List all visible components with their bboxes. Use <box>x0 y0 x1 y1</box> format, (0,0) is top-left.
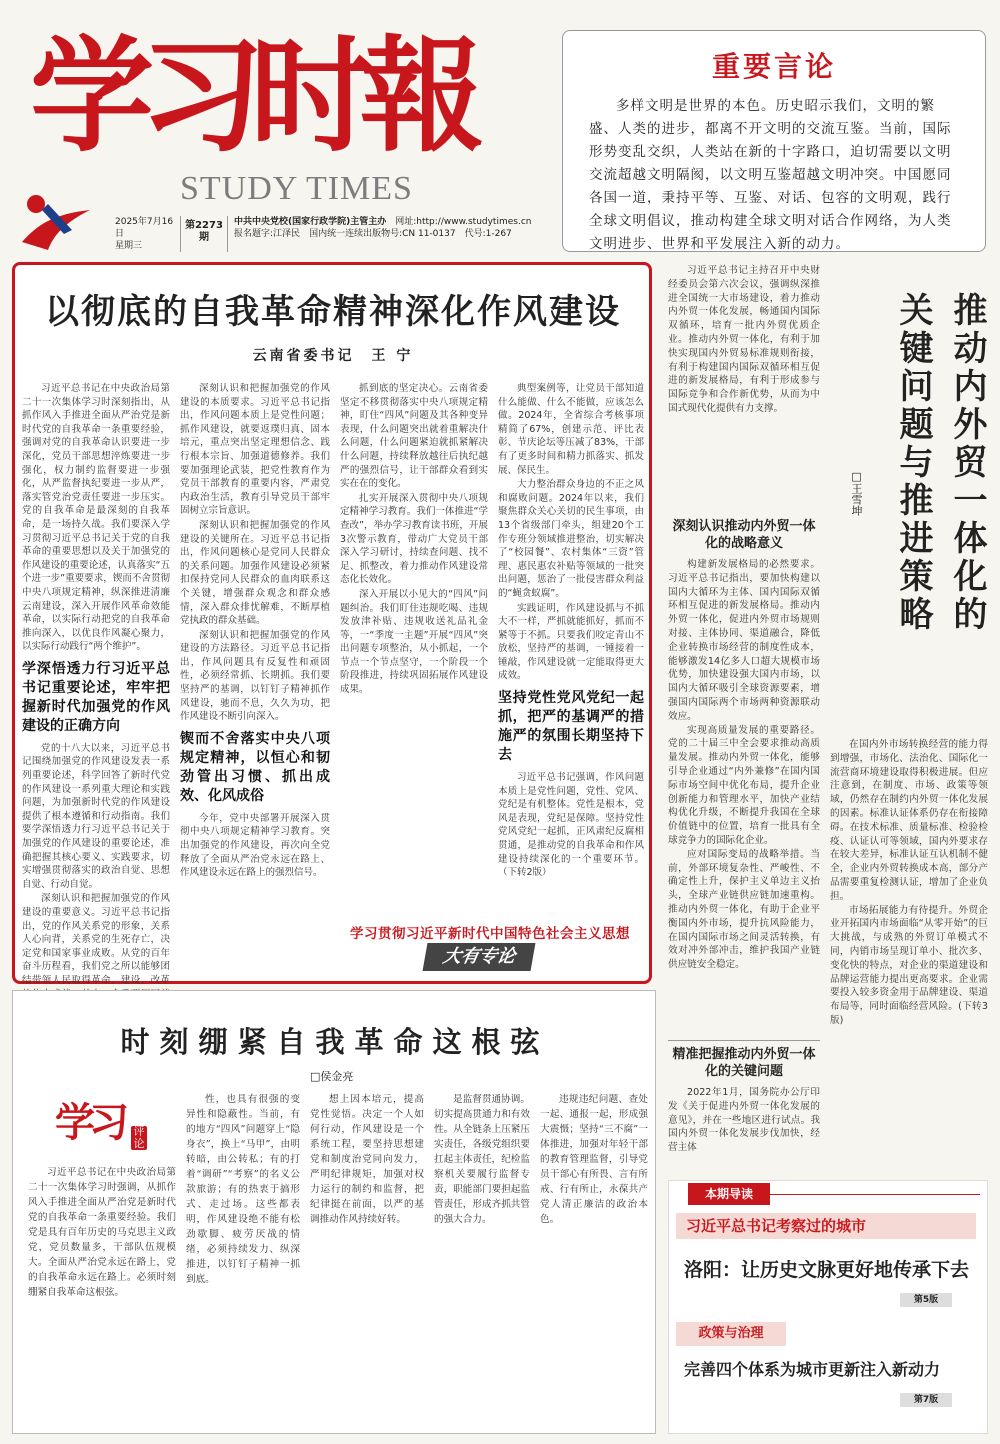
paragraph: 构建新发展格局的必然要求。习近平总书记指出，要加快构建以国内大循环为主体、国内国际双循环相互促进的新发展格局。推动内外贸一体化，促进内外贸市场规则对接、主体协同、渠道融合，降低企业转换市场经营的制度性成本，能够激发14亿多人口超大规模市场优势，加快建设强大国内市场，以国内大循环吸引全球资源要素，增强国内国际两个市场两种资源联动效应。 <box>668 559 820 722</box>
cn-number: 国内统一连续出版物号:CN 11-0137 <box>309 229 456 239</box>
paragraph: 违规违纪问题、查处一起、通报一起，形成强大震慑；坚持“三不腐”一体推进，加强对年轻干部的教育管理监督，引导党员干部心有所畏、言有所戒、行有所止，永葆共产党人清正廉洁的政治本色。 <box>540 1094 648 1225</box>
paragraph: 想上因本培元，提高党性觉悟。决定一个人如何行动，作风建设是一个系统工程，要坚持思想建党和制度治党同向发力，严明纪律规矩，加强对权力运行的制约和监督，把纪律挺在前面，以严的基调推动作风持续好转。 <box>310 1094 424 1225</box>
guide-section-2: 政策与治理 <box>676 1322 786 1346</box>
second-column-1 <box>28 1165 176 1427</box>
important-words-title: 重要言论 <box>711 50 836 83</box>
paragraph: 典型案例等，让党员干部知道什么能做、什么不能做，应该怎么做。2024年，全省综合考核事项精简了67%，创建示范、评比表彰、节庆论坛等压减了83%，干部有了更多时间和精力抓落实、抓发展、保民生。 <box>498 383 644 476</box>
right-subheading-2: 精准把握推动内外贸一体化的关键问题 <box>672 1047 816 1079</box>
guide-header-rule <box>770 1194 980 1195</box>
issue-number: 第2273期 <box>180 216 228 252</box>
sponsor: 中共中央党校(国家行政学院)主管主办 <box>234 217 387 227</box>
paragraph: 党的十八大以来，习近平总书记围绕加强党的作风建设发表一系列重要论述，科学回答了新时代党的作风建设一系列重大理论和实践问题，为加强新时代党的作风建设提供了根本遵循和行动指南。我们要学深悟透力行习近平总书记关于加强党的作风建设的重要论述，准确把握其核心要义、实践要求，切实增强贯彻落实的政治自觉、思想自觉、行动自觉。 <box>22 742 170 890</box>
paragraph: 市场拓展能力有待提升。外贸企业开拓国内市场面临“从零开始”的巨大挑战，与成熟的外贸订单模式不同，内销市场呈现订单小、批次多、变化快的特点，对企业的渠道建设和品牌运营能力提出更高要求。企业需要投入较多资金用于品牌建设、渠道布局等，同时面临经营风险。(下转3版) <box>830 904 988 1026</box>
lead-article-author: 云南省委书记 王 宁 <box>252 348 414 364</box>
divider <box>668 1040 820 1041</box>
guide-section-1: 习近平总书记考察过的城市 <box>676 1213 976 1239</box>
right-column-tail <box>668 1086 820 1170</box>
right-column-right <box>830 738 988 1162</box>
paragraph: 深刻认识和把握加强党的作风建设的关键所在。习近平总书记指出，作风问题核心是党同人民群众的关系问题。加强作风建设必须紧扣保持党同人民群众的血肉联系这个关键，增强群众观念和群众感情，深入群众排忧解难，不断厚植党执政的群众基础。 <box>180 519 330 627</box>
second-column-2 <box>186 1092 300 1428</box>
guide-page-1[interactable]: 第5版 <box>900 1293 952 1307</box>
paragraph: 抓到底的坚定决心。云南省委坚定不移贯彻落实中央八项规定精神，盯住“四风”问题及其各种变异表现，什么问题突出就着重解决什么问题，什么问题紧迫就抓紧解决什么问题，持续释放越往后执纪越严的强烈信号，让干部群众看到实实在在的变化。 <box>340 383 488 490</box>
masthead-english-name: STUDY TIMES <box>180 170 413 207</box>
website: 网址:http://www.studytimes.cn <box>395 217 532 227</box>
lead-subheading-2: 锲而不舍落实中央八项规定精神，以恒心和韧劲管出习惯、抓出成效、化风成俗 <box>180 730 330 804</box>
paragraph: 深入开展以小见大的“四风”问题纠治。我们盯住违规吃喝、违规发放津补贴、违规收送礼品礼金等，一“季度一主题”开展“四风”突出问题专项整治，从小抓起，一个节点一个节点坚守，一个阶段一个阶段推进，持续巩固拓展作风建设成果。 <box>340 588 488 696</box>
second-column-4 <box>434 1092 530 1428</box>
paragraph: 应对国际变局的战略举措。当前，外部环境复杂性、严峻性、不确定性上升，保护主义单边主义抬头，全球产业链供应链加速重构。推动内外贸一体化，有助于企业平衡国内外市场，提升抗风险能力，在国内国际市场之间灵活转换，有效对冲外部冲击，维护我国产业链供应链安全稳定。 <box>668 848 820 971</box>
second-article-title[interactable]: 时刻绷紧自我革命这根弦 <box>120 1025 550 1059</box>
right-article-author: □王雪坤 <box>850 470 863 516</box>
lead-subheading-3: 坚持党性党风党纪一起抓，把严的基调严的措施严的氛围长期坚持下去 <box>498 690 644 764</box>
lead-subheading-1: 学深悟透力行习近平总书记重要论述，牢牢把握新时代加强党的作风建设的正确方向 <box>22 660 170 734</box>
issue-date: 2025年7月16日 <box>115 217 174 239</box>
postal-code: 代号:1-267 <box>464 229 512 239</box>
guide-link-2[interactable]: 完善四个体系为城市更新注入新动力 <box>684 1360 941 1379</box>
commentary-logo-tag: 评论 <box>131 1126 147 1150</box>
lead-column-4 <box>498 382 644 912</box>
paragraph: 习近平总书记在中央政治局第二十一次集体学习时强调，从抓作风入手推进全面从严治党是新时代党的自我革命一条重要经验。我们党是具有百年历史的马克思主义政党，党员数量多，干部队伍规模大。全面从严治党永远在路上，党的自我革命永远在路上。必须时刻绷紧自我革命这根弦。 <box>28 1167 176 1298</box>
lead-column-3 <box>340 382 488 912</box>
important-words-box <box>562 30 986 252</box>
paragraph: 深刻认识和把握加强党的作风建设的本质要求。习近平总书记指出，作风问题本质上是党性问题；抓作风建设，就要返璞归真、固本培元，重点突出坚定理想信念、践行根本宗旨、加强道德修养。我们要加强理论武装，把党性教育作为党员干部教育的重要内容，严肃党内政治生活，教育引导党员干部牢固树立宗旨意识。 <box>180 383 330 517</box>
paragraph: 是监督贯通协调。切实提高贯通力和有效性。从全链条上压紧压实责任，各级党组织要扛起主体责任，纪检监察机关要履行监督专责，职能部门要担起监管责任，形成齐抓共管的强大合力。 <box>434 1094 530 1225</box>
masthead-logo: 学习时報 <box>30 24 471 169</box>
issue-weekday: 星期三 <box>115 241 143 251</box>
paragraph: 实践证明，作风建设抓与不抓大不一样，严抓就能抓好，抓而不紧等于不抓。只要我们咬定青山不放松，坚持严的基调，一锤接着一锤敲，作风建设就一定能取得更大成效。 <box>498 602 644 682</box>
guide-page-2[interactable]: 第7版 <box>900 1393 952 1407</box>
right-article-title[interactable] <box>870 292 990 722</box>
paragraph: 深刻认识和把握加强党的作风建设的方法路径。习近平总书记指出，作风问题具有反复性和顽固性，必须经常抓、长期抓。我们要坚持严的基调，以钉钉子精神抓作风建设，驰而不息，久久为功，把作风建设不断引向深入。 <box>180 629 330 723</box>
paragraph: 习近平总书记在中央政治局第二十一次集体学习时深刻指出，从抓作风入手推进全面从严治党是新时代党的自我革命一条重要经验，强调对党的自我革命认识要进一步深化，党员干部思想淬炼要进一步强化，权力制约监督要进一步强化，从严监督执纪要进一步从严，落实管党治党责任要进一步压实。党的自我革命是最深刻的自我革命，是一场持久战。我们要深入学习贯彻习近平总书记关于党的自我革命的重要思想以及关于加强党的作风建设的重要论述，认真落实“五个进一步”重要要求，锲而不舍贯彻中央八项规定精神，纵深推进清廉云南建设，深入开展作风革命效能革命，以实际行动把党的自我革命推向深入，以优良作风凝心聚力，以实际行动践行“两个维护”。 <box>22 383 170 653</box>
right-subheading-1: 深刻认识推动内外贸一体化的战略意义 <box>672 519 816 551</box>
commentary-logo-text: 学习 <box>55 1099 123 1146</box>
inscription: 报名题字:江泽民 <box>234 229 301 239</box>
right-column-intro <box>668 264 820 510</box>
paragraph: 性，也具有很强的变异性和隐蔽性。当前，有的地方“四风”问题穿上“隐身衣”，换上“马甲”，由明转暗，由公转私；有的打着“调研”“考察”的名义公款旅游；有的热衷于搞形式、走过场。这些都表明，作风建设绝不能有松劲歇脚、疲劳厌战的情绪，必须持续发力、纵深推进，以钉钉子精神一抓到底。 <box>186 1094 300 1285</box>
second-column-5 <box>540 1092 648 1428</box>
important-words-body: 多样文明是世界的本色。历史昭示我们，文明的繁盛、人类的进步，都离不开文明的交流互鉴。当前，国际形势变乱交织，人类站在新的十字路口，迫切需要以文明交流超越文明隔阂，以文明互鉴超越文明冲突。中国愿同各国一道，秉持平等、互鉴、对话、包容的文明观，践行全球文明倡议，推动构建全球文明对话合作网络，为人类文明进步、世界和平发展注入新的动力。 <box>589 98 952 252</box>
paragraph: 2022年1月，国务院办公厅印发《关于促进内外贸一体化发展的意见》，并在一些地区进行试点。我国内外贸一体化发展步伐加快，经营主体 <box>668 1087 820 1154</box>
lead-column-1 <box>22 382 170 986</box>
paragraph: 大力整治群众身边的不正之风和腐败问题。2024年以来，我们聚焦群众关心关切的民生事项，由13个省级部门牵头，组建20个工作专班分领域推进整治，切实解决了“校园餐”、农村集体“三资”管理、惠民惠农补贴等领域的一批突出问题，惩治了一批侵害群众利益的“蝇贪蚁腐”。 <box>498 479 644 599</box>
special-column-badge: 大有专论 <box>423 943 536 971</box>
right-title-line-1: 推动内外贸一体化的 <box>947 292 987 634</box>
paragraph: 习近平总书记主持召开中央财经委员会第六次会议，强调纵深推进全国统一大市场建设，着力推动内外贸一体化发展，畅通国内国际双循环，培育一批内外贸优质企业。推动内外贸一体化，有利于加快实现国内外贸易标准规则衔接，有利于构建国内国际双循环相互促进的新发展格局，有利于形成参与国际竞争和合作新优势，从而为中国式现代化提供有力支撑。 <box>668 265 820 414</box>
paragraph: 习近平总书记强调，作风问题本质上是党性问题，党性、党风、党纪是有机整体。党性是根本，党风是表现，党纪是保障。坚持党性党风党纪一起抓，正风肃纪反腐相贯通，是推动党的自我革命和作风建设持续深化的一个重要环节。（下转2版） <box>498 772 644 879</box>
guide-header: 本期导读 <box>688 1183 770 1205</box>
second-article-author: □侯金亮 <box>310 1070 354 1083</box>
paragraph: 实现高质量发展的重要路径。党的二十届三中全会要求推动高质量发展。推动内外贸一体化，能够引导企业通过“内外兼修”在国内国际市场空间中优化布局，提升企业创新能力和管理水平，加快产业结构优化升级，不断提升我国在全球价值链中的位置，培育一批具有全球竞争力的国际化企业。 <box>668 724 820 846</box>
guide-link-1[interactable]: 洛阳：让历史文脉更好地传承下去 <box>684 1259 970 1281</box>
party-school-emblem-icon <box>18 184 94 254</box>
study-banner: 学习贯彻习近平新时代中国特色社会主义思想 <box>350 926 630 942</box>
paragraph: 扎实开展深入贯彻中央八项规定精神学习教育。我们一体推进“学查改”，举办学习教育读书班，开展3次警示教育，带动广大党员干部深入学习研讨，持续查问题、找不足、抓整改，着力推动作风建设常态化长效化。 <box>340 492 488 586</box>
second-column-3 <box>310 1092 424 1428</box>
paragraph: 今年，党中央部署开展深入贯彻中央八项规定精神学习教育。突出加强党的作风建设，再次向全党释放了全面从严治党永远在路上、作风建设永远在路上的强烈信号。 <box>180 812 330 879</box>
lead-column-2 <box>180 382 330 922</box>
masthead-info-row <box>115 216 555 252</box>
lead-article-title[interactable]: 以彻底的自我革命精神深化作风建设 <box>45 292 621 332</box>
right-title-line-2: 关键问题与推进策略 <box>893 292 933 634</box>
paragraph: 深刻认识和把握加强党的作风建设的重要意义。习近平总书记指出，党的作风关系党的形象，关系人心向背，关系党的生死存亡，决定党和国家事业成败。从党的百年奋斗历程看，我们党之所以能够团结带领人民取得革命、建设、改革 <box>22 893 170 986</box>
paragraph: 在国内外市场转换经营的能力得到增强，市场化、法治化、国际化一流营商环境建设取得积极进展。但应注意到，在制度、市场、政策等领域，仍然存在制约内外贸一体化发展的因素。标准认证体系仍存在衔接障碍。在技术标准、质量标准、检验检疫、认证认可等领域，国内外要求存在较大差异，标准认证互认机制不健全，企业内外贸转换成本高，部分产品需要重复检测认证，增加了企业负担。 <box>830 739 988 902</box>
study-commentary-logo <box>55 1100 143 1160</box>
